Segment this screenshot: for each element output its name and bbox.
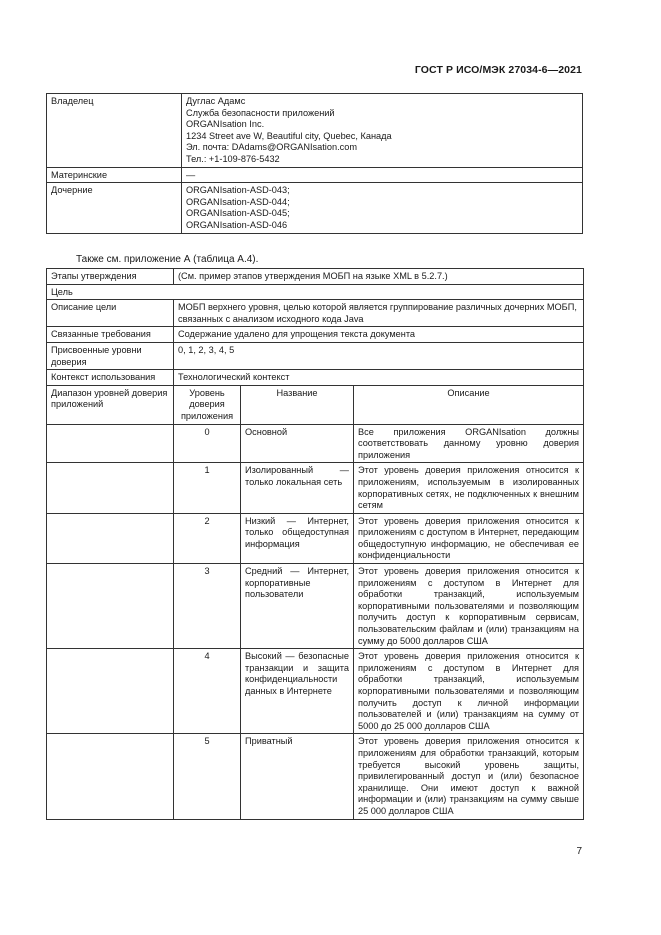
level-number: 1 — [174, 463, 241, 513]
owner-line: ORGANIsation Inc. — [186, 119, 265, 130]
see-also-note: Также см. приложение А (таблица А.4). — [76, 254, 259, 265]
owner-value — [182, 94, 583, 168]
parents-label: Материнские — [47, 167, 182, 183]
context-value: Технологический контекст — [174, 370, 584, 386]
goal-desc-value: МОБП верхнего уровня, целью которой является группирование различных дочерних МОБП, связанных с анализом исходного кода Java — [174, 300, 584, 327]
approval-label: Этапы утверждения — [47, 269, 174, 285]
level-number: 2 — [174, 513, 241, 563]
range-label: Диапазон уровней доверия приложений — [47, 385, 174, 424]
col-level-header: Уровень доверия приложения — [174, 385, 241, 424]
owner-line: Тел.: +1-109-876-5432 — [186, 153, 280, 164]
range-spacer — [47, 463, 174, 513]
level-number: 3 — [174, 564, 241, 649]
range-spacer — [47, 424, 174, 463]
children-row — [47, 183, 583, 233]
goal-row — [47, 284, 584, 300]
level-row-3 — [47, 564, 584, 649]
parents-value: — — [182, 167, 583, 183]
level-row-4 — [47, 649, 584, 734]
range-spacer — [47, 734, 174, 819]
goal-desc-label: Описание цели — [47, 300, 174, 327]
goal-desc-row — [47, 300, 584, 327]
level-name: Основной — [241, 424, 354, 463]
goal-label: Цель — [47, 284, 584, 300]
owner-label: Владелец — [47, 94, 182, 168]
related-label: Связанные требования — [47, 327, 174, 343]
context-label: Контекст использования — [47, 370, 174, 386]
document-header: ГОСТ Р ИСО/МЭК 27034-6—2021 — [414, 64, 582, 76]
child-line: ORGANIsation-ASD-044; — [186, 196, 290, 207]
range-spacer — [47, 513, 174, 563]
related-row — [47, 327, 584, 343]
level-number: 5 — [174, 734, 241, 819]
levels-value: 0, 1, 2, 3, 4, 5 — [174, 342, 584, 369]
level-row-1 — [47, 463, 584, 513]
child-line: ORGANIsation-ASD-045; — [186, 208, 290, 219]
level-name: Средний — Интернет, корпоративные пользователи — [241, 564, 354, 649]
owner-line: Служба безопасности приложений — [186, 107, 335, 118]
level-desc: Все приложения ORGANIsation должны соответствовать данному уровню доверия приложения — [354, 424, 584, 463]
related-value: Содержание удалено для упрощения текста документа — [174, 327, 584, 343]
level-row-0 — [47, 424, 584, 463]
owner-line: 1234 Street ave W, Beautiful city, Quebec, Канада — [186, 130, 392, 141]
child-line: ORGANIsation-ASD-043; — [186, 185, 290, 196]
level-desc: Этот уровень доверия приложения относится к приложениям с доступом в Интернет, передающим общедоступную информацию, не обеспечивая ее конфиденциальности — [354, 513, 584, 563]
children-value — [182, 183, 583, 233]
level-desc: Этот уровень доверия приложения относится к приложениям с доступом в Интернет для обработки транзакций, используемым корпоративными пользователями и позволяющим получить доступ к корпоративным сервисам, пользовательским файлам и (или) транзакциям на сумму до 5000 долларов США — [354, 564, 584, 649]
level-number: 4 — [174, 649, 241, 734]
approval-value: (См. пример этапов утверждения МОБП на языке XML в 5.2.7.) — [174, 269, 584, 285]
range-spacer — [47, 564, 174, 649]
level-desc: Этот уровень доверия приложения относится к приложениям для обработки транзакций, которым требуется высокий уровень защиты, привилегированный доступ и (или) безопасное хранилище. Они имеют доступ к важной информации и (или) транзакциям на сумму свыше 25 000 долларов США — [354, 734, 584, 819]
owner-line: Эл. почта: DAdams@ORGANIsation.com — [186, 142, 357, 153]
range-spacer — [47, 649, 174, 734]
col-name-header: Название — [241, 385, 354, 424]
children-label: Дочерние — [47, 183, 182, 233]
level-number: 0 — [174, 424, 241, 463]
owner-line: Дуглас Адамс — [186, 96, 246, 106]
range-header-row — [47, 385, 584, 424]
levels-row — [47, 342, 584, 369]
level-name: Изолированный — только локальная сеть — [241, 463, 354, 513]
context-row — [47, 370, 584, 386]
page-number: 7 — [576, 846, 582, 857]
col-desc-header: Описание — [354, 385, 584, 424]
main-table — [46, 268, 584, 820]
owner-table — [46, 93, 583, 234]
level-desc: Этот уровень доверия приложения относится к приложениям, используемым в изолированных корпоративных сетях, не подключенных к внешним сетям — [354, 463, 584, 513]
levels-label: Присвоенные уровни доверия — [47, 342, 174, 369]
child-line: ORGANIsation-ASD-046 — [186, 219, 288, 230]
parents-row — [47, 167, 583, 183]
level-desc: Этот уровень доверия приложения относится к приложениям с доступом в Интернет для обработки транзакций, используемым корпоративными пользователями и позволяющим получить доступ к личной информации пользователей и (или) транзакциям на сумму от 5000 до 25 000 долларов США — [354, 649, 584, 734]
level-row-2 — [47, 513, 584, 563]
level-name: Высокий — безопасные транзакции и защита конфиденциальности данных в Интернете — [241, 649, 354, 734]
level-row-5 — [47, 734, 584, 819]
level-name: Приватный — [241, 734, 354, 819]
approval-row — [47, 269, 584, 285]
level-name: Низкий — Интернет, только общедоступная информация — [241, 513, 354, 563]
owner-row — [47, 94, 583, 168]
